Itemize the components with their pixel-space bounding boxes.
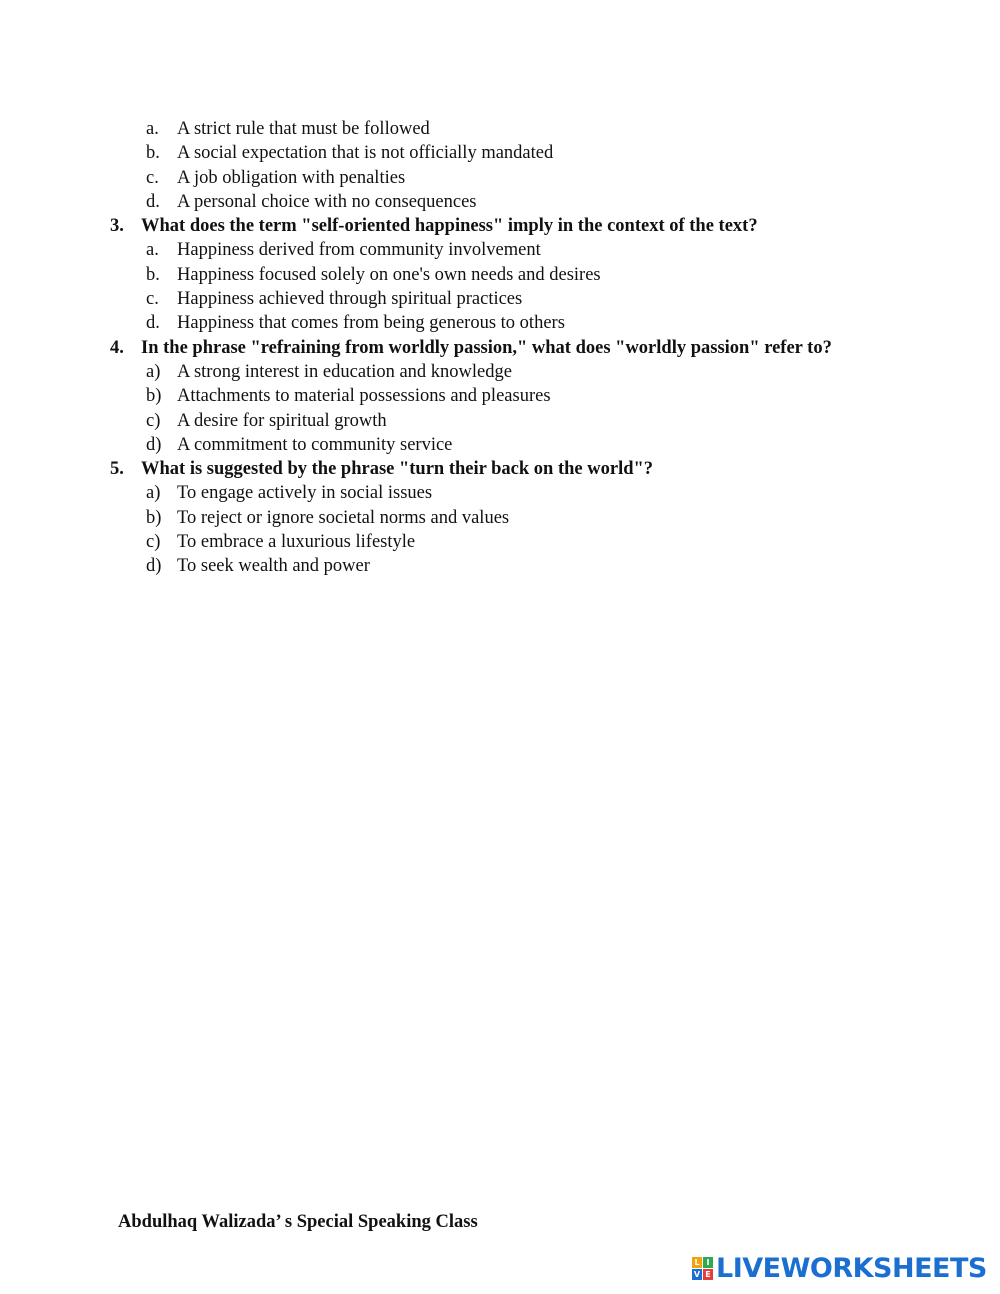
liveworksheets-logo-icon — [692, 1257, 714, 1281]
option-text: A strong interest in education and knowledge — [177, 361, 512, 382]
option-row[interactable] — [110, 263, 970, 287]
question-5 — [110, 457, 970, 578]
question-heading — [110, 336, 970, 360]
question-number: 4. — [110, 337, 124, 358]
question-text: What does the term "self-oriented happiness" imply in the context of the text? — [141, 216, 758, 237]
option-text: A social expectation that is not officially mandated — [177, 143, 554, 164]
option-row[interactable] — [110, 141, 970, 165]
option-text: To reject or ignore societal norms and values — [177, 507, 510, 528]
question-4 — [110, 336, 970, 457]
question-number: 5. — [110, 459, 124, 480]
option-row[interactable] — [110, 384, 970, 408]
brand-name: LIVEWORKSHEETS — [716, 1253, 987, 1284]
option-marker: b) — [146, 507, 162, 528]
option-text: A commitment to community service — [177, 434, 453, 455]
question-3 — [110, 214, 970, 335]
question-text: In the phrase "refraining from worldly passion," what does "worldly passion" refer to? — [141, 337, 832, 358]
logo-block: I — [703, 1257, 713, 1268]
option-row[interactable] — [110, 117, 970, 141]
option-text: A strict rule that must be followed — [177, 119, 430, 139]
option-row[interactable] — [110, 360, 970, 384]
option-row[interactable] — [110, 287, 970, 311]
option-text: To seek wealth and power — [177, 556, 370, 577]
question-heading — [110, 214, 970, 238]
option-row[interactable] — [110, 311, 970, 335]
option-text: To embrace a luxurious lifestyle — [177, 532, 416, 553]
option-text: To engage actively in social issues — [177, 483, 433, 504]
question-text: What is suggested by the phrase "turn their back on the world"? — [141, 459, 654, 480]
option-marker: b. — [146, 264, 160, 285]
footer-credit: Abdulhaq Walizada’ s Special Speaking Class — [118, 1212, 478, 1232]
question-heading — [110, 457, 970, 481]
option-marker: a. — [146, 240, 159, 261]
option-row[interactable] — [110, 238, 970, 262]
option-text: Happiness focused solely on one's own needs and desires — [177, 264, 601, 285]
option-row[interactable] — [110, 433, 970, 457]
option-marker: a) — [146, 361, 161, 382]
option-row[interactable] — [110, 409, 970, 433]
option-marker: d. — [146, 191, 160, 212]
option-marker: a) — [146, 483, 161, 504]
option-text: Happiness that comes from being generous to others — [177, 313, 565, 334]
option-marker: b. — [146, 143, 160, 164]
option-row[interactable] — [110, 554, 970, 578]
option-marker: d. — [146, 313, 160, 334]
option-text: Happiness achieved through spiritual practices — [177, 289, 523, 310]
option-marker: c) — [146, 410, 161, 431]
worksheet-content — [110, 117, 970, 579]
liveworksheets-brand[interactable] — [692, 1254, 987, 1284]
option-text: Happiness derived from community involvement — [177, 240, 541, 261]
option-row[interactable] — [110, 166, 970, 190]
option-text: A desire for spiritual growth — [177, 410, 387, 431]
option-text: A job obligation with penalties — [177, 167, 406, 188]
logo-block: V — [693, 1270, 701, 1279]
option-marker: d) — [146, 556, 162, 577]
option-marker: d) — [146, 434, 162, 455]
logo-block: E — [703, 1269, 713, 1280]
option-text: Attachments to material possessions and pleasures — [177, 386, 551, 407]
option-marker: a. — [146, 119, 159, 139]
option-row[interactable] — [110, 190, 970, 214]
question-2-options — [110, 117, 970, 214]
option-marker: b) — [146, 386, 162, 407]
option-row[interactable] — [110, 530, 970, 554]
option-marker: c) — [146, 532, 161, 553]
option-row[interactable] — [110, 506, 970, 530]
question-number: 3. — [110, 216, 124, 237]
option-marker: c. — [146, 289, 159, 310]
option-marker: c. — [146, 167, 159, 188]
option-text: A personal choice with no consequences — [177, 191, 477, 212]
option-row[interactable] — [110, 481, 970, 505]
logo-block: L — [692, 1257, 702, 1268]
